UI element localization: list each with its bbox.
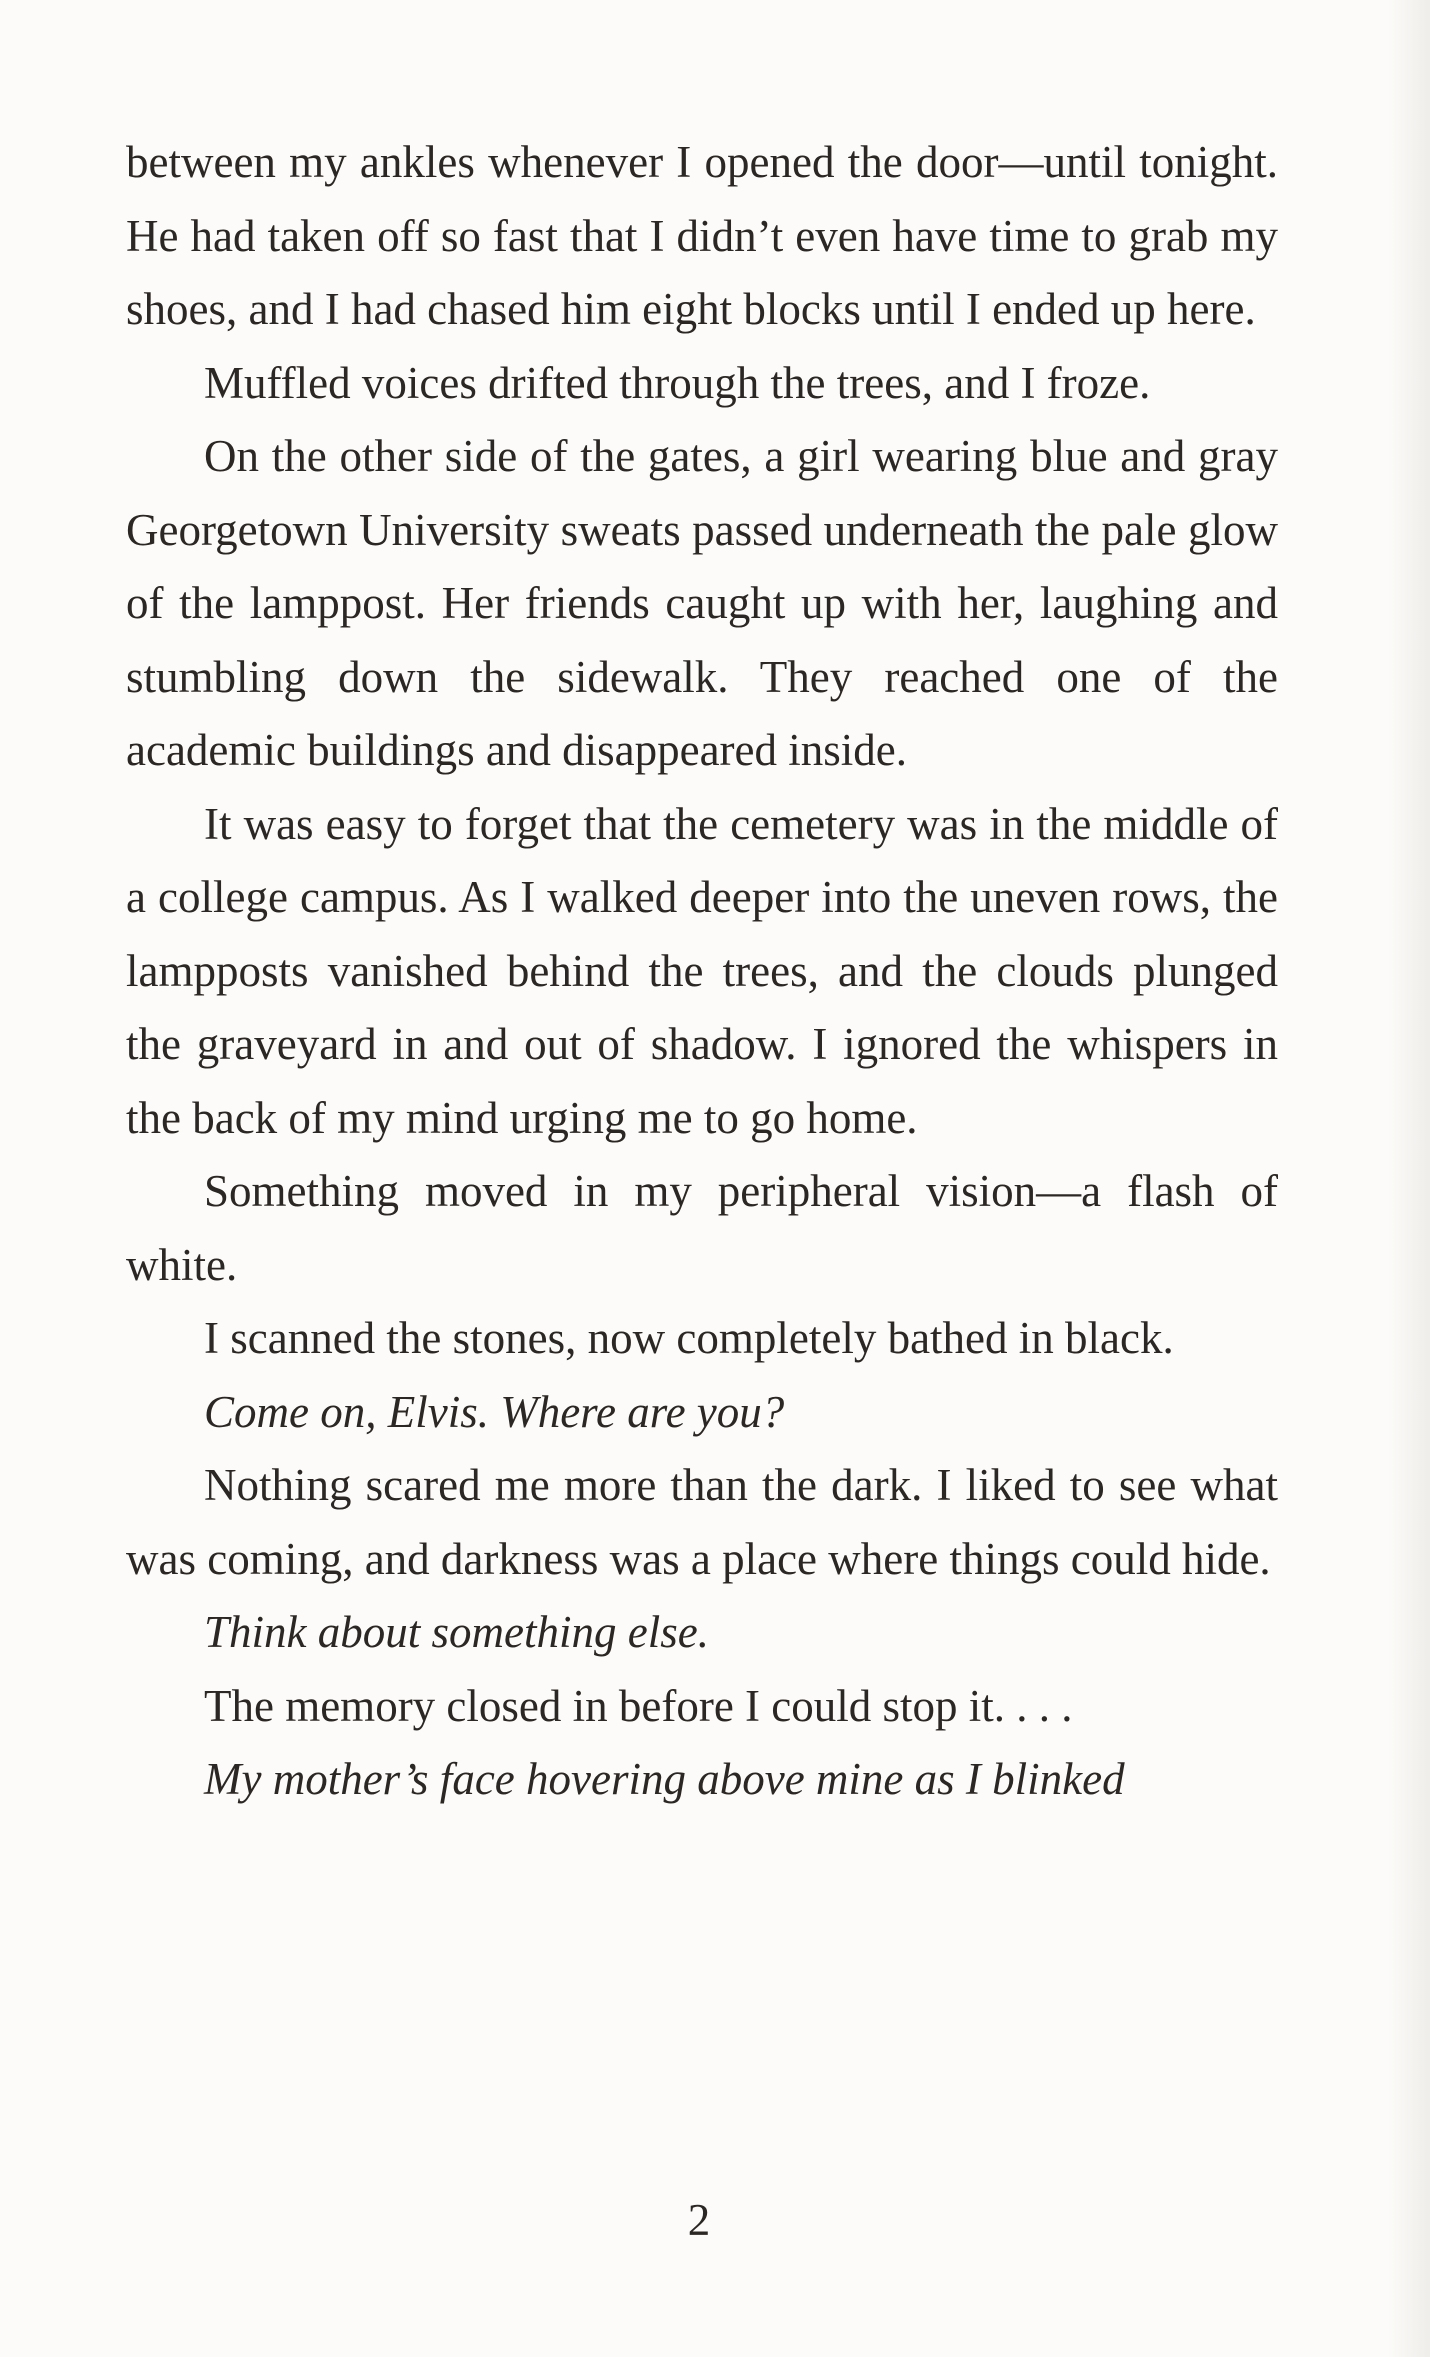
paragraph-italic-thought: Think about something else.	[204, 1607, 709, 1657]
paragraph: Nothing scared me more than the dark. I liked to see what was coming, and darkness was a place where things could hide.	[126, 1460, 1278, 1584]
body-text	[126, 126, 1278, 1817]
paragraph-continuation: between my ankles whenever I opened the door—until tonight. He had taken off so fast that I didn’t even have time to grab my shoes, and I had chased him eight blocks until I ended up here.	[126, 137, 1278, 334]
paragraph: Muffled voices drifted through the trees, and I froze.	[204, 357, 1151, 408]
paragraph-italic-thought: Come on, Elvis. Where are you?	[204, 1386, 785, 1437]
paragraph-italic-memory: My mother’s face hovering above mine as I blinked	[204, 1754, 1125, 1804]
page-edge-shadow	[1388, 0, 1430, 2357]
paragraph: It was easy to forget that the cemetery was in the middle of a college campus. As I walked deeper into the uneven rows, the lampposts vanished behind the trees, and the clouds plunged the graveyard in and out of shadow. I ignored the whispers in the back of my mind urging me to go home.	[126, 798, 1278, 1143]
paragraph: The memory closed in before I could stop it. . . .	[204, 1680, 1073, 1731]
paragraph: I scanned the stones, now completely bathed in black.	[204, 1313, 1174, 1363]
page-number: 2	[687, 2195, 711, 2245]
paragraph: On the other side of the gates, a girl wearing blue and gray Georgetown University sweats passed underneath the pale glow of the lamppost. Her friends caught up with her, laughing and stumbling down the sidewalk. They reached one of the academic buildings and disappeared inside.	[126, 431, 1278, 775]
paragraph: Something moved in my peripheral vision—a flash of white.	[126, 1166, 1278, 1290]
